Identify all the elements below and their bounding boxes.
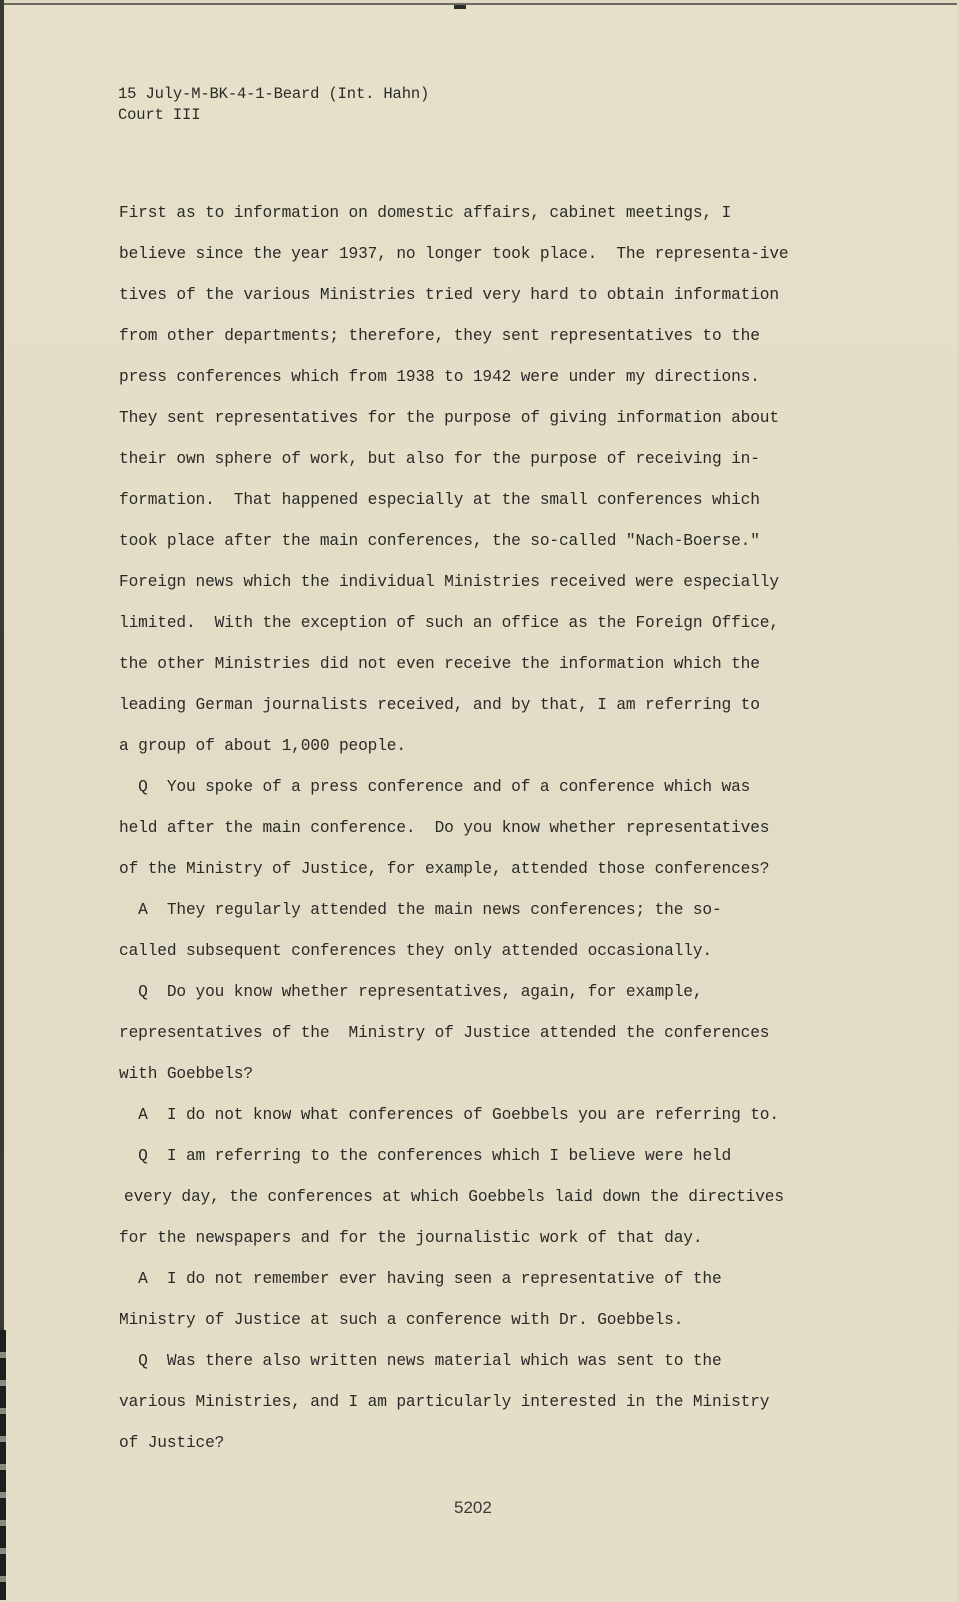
body-line: limited. With the exception of such an office as the Foreign Office, <box>119 614 779 632</box>
body-line: press conferences which from 1938 to 1942 were under my directions. <box>119 368 760 386</box>
body-line: Foreign news which the individual Ministries received were especially <box>119 573 779 591</box>
body-line: representatives of the Ministry of Justice attended the conferences <box>119 1024 770 1042</box>
header-line-1: 15 July-M-BK-4-1-Beard (Int. Hahn) <box>118 85 430 103</box>
question-line: Q Do you know whether representatives, again, for example, <box>119 983 703 1001</box>
body-line: took place after the main conferences, the so-called "Nach-Boerse." <box>119 532 760 550</box>
question-line: Q You spoke of a press conference and of a conference which was <box>119 778 751 796</box>
body-line: of Justice? <box>119 1434 225 1452</box>
body-line: their own sphere of work, but also for the purpose of receiving in- <box>119 450 760 468</box>
body-line: They sent representatives for the purpose of giving information about <box>119 409 779 427</box>
body-line: a group of about 1,000 people. <box>119 737 406 755</box>
body-line: every day, the conferences at which Goebbels laid down the directives <box>124 1188 784 1206</box>
binding-edge <box>0 1330 6 1600</box>
body-line: First as to information on domestic affairs, cabinet meetings, I <box>119 204 732 222</box>
document-page <box>4 3 957 1602</box>
body-line: the other Ministries did not even receive the information which the <box>119 655 760 673</box>
body-line: formation. That happened especially at the small conferences which <box>119 491 760 509</box>
body-line: with Goebbels? <box>119 1065 253 1083</box>
question-line: Q I am referring to the conferences which I believe were held <box>119 1147 732 1165</box>
body-line: believe since the year 1937, no longer took place. The representa-ive <box>119 245 789 263</box>
answer-line: A I do not know what conferences of Goebbels you are referring to. <box>119 1106 779 1124</box>
page-number: 5202 <box>454 1498 492 1517</box>
body-line: leading German journalists received, and by that, I am referring to <box>119 696 760 714</box>
body-line: held after the main conference. Do you know whether representatives <box>119 819 770 837</box>
body-line: called subsequent conferences they only attended occasionally. <box>119 942 712 960</box>
header-line-2: Court III <box>118 106 201 124</box>
body-line: tives of the various Ministries tried very hard to obtain information <box>119 286 779 304</box>
body-line: from other departments; therefore, they sent representatives to the <box>119 327 760 345</box>
body-line: various Ministries, and I am particularly interested in the Ministry <box>119 1393 770 1411</box>
answer-line: A I do not remember ever having seen a representative of the <box>119 1270 722 1288</box>
top-edge-mark <box>454 5 466 9</box>
body-line: of the Ministry of Justice, for example, attended those conferences? <box>119 860 770 878</box>
answer-line: A They regularly attended the main news conferences; the so- <box>119 901 722 919</box>
question-line: Q Was there also written news material which was sent to the <box>119 1352 722 1370</box>
body-line: Ministry of Justice at such a conference with Dr. Goebbels. <box>119 1311 684 1329</box>
body-line: for the newspapers and for the journalistic work of that day. <box>119 1229 703 1247</box>
